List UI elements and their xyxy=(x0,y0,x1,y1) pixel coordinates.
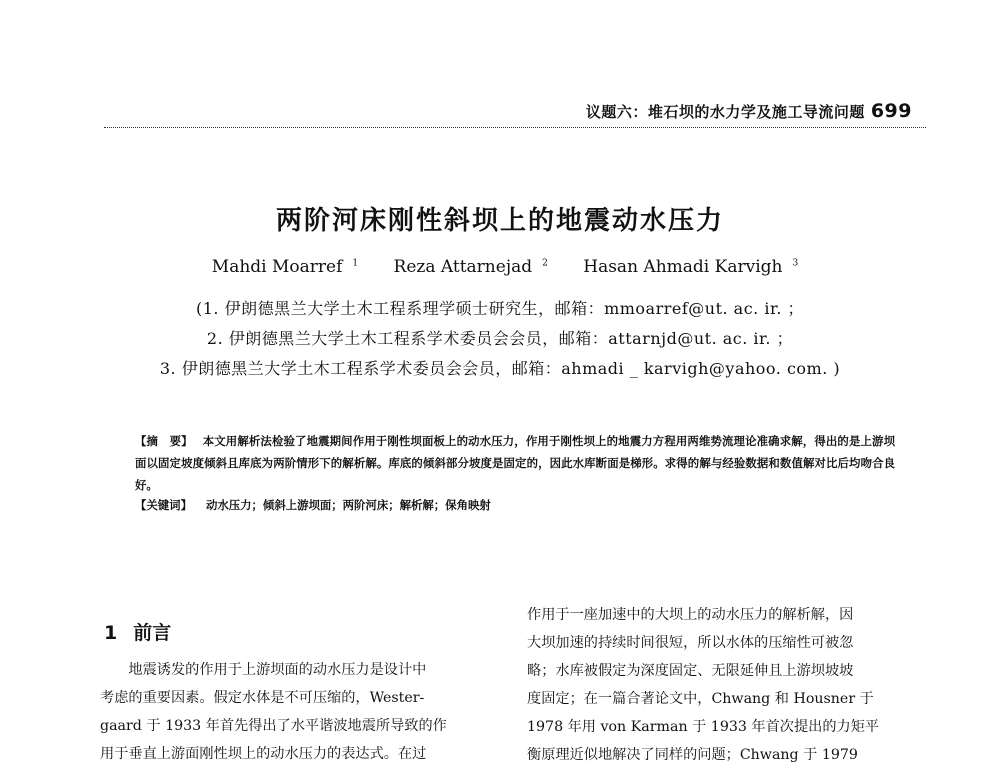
text-line: 地震诱发的作用于上游坝面的动水压力是设计中 xyxy=(100,662,427,678)
paper-title: 两阶河床刚性斜坝上的地震动水压力 xyxy=(275,206,724,236)
keywords xyxy=(135,497,895,513)
author-list xyxy=(0,257,1000,277)
left-column xyxy=(100,656,492,768)
affiliation-2: 2. 伊朗德黑兰大学土木工程系学术委员会会员，邮箱：attarnjd@ut. ac. ir. ； xyxy=(206,329,794,348)
author: Mahdi Moarref $^1$ xyxy=(211,257,359,277)
affiliation-1: (1. 伊朗德黑兰大学土木工程系理学硕士研究生，邮箱：mmoarref@ut. ac. ir. ； xyxy=(195,299,805,318)
text-line: 用于垂直上游面刚性坝上的动水压力的表达式。在过 xyxy=(100,746,427,762)
author: Reza Attarnejad $^2$ xyxy=(393,257,548,277)
abstract xyxy=(135,430,895,496)
keywords-text: 动水压力；倾斜上游坝面；两阶河床；解析解；保角映射 xyxy=(205,498,491,512)
text-line: 考虑的重要因素。假定水体是不可压缩的，Wester- xyxy=(100,690,425,706)
abstract-label: 【摘 要】 xyxy=(135,434,193,448)
section-number: 1 xyxy=(104,622,118,644)
running-header xyxy=(0,100,912,122)
right-column xyxy=(527,601,927,769)
affiliation-3: 3. 伊朗德黑兰大学土木工程系学术委员会会员，邮箱：ahmadi _ karvigh@yahoo. com. ) xyxy=(159,359,841,378)
header-rule xyxy=(104,127,926,128)
author: Hasan Ahmadi Karvigh $^3$ xyxy=(583,257,799,277)
text-line: 度固定；在一篇合著论文中，Chwang 和 Housner 于 xyxy=(527,691,874,707)
abstract-text: 本文用解析法检验了地震期间作用于刚性坝面板上的动水压力，作用于刚性坝上的地震力方程用两维势流理论准确求解，得出的是上游坝面以固定坡度倾斜且库底为两阶情形下的解析解。库底的倾斜部分坡度是固定的，因此水库断面是梯形。求得的解与经验数据和数值解对比后均吻合良好。 xyxy=(135,434,895,492)
keywords-label: 【关键词】 xyxy=(135,498,192,512)
section-heading xyxy=(104,618,171,645)
text-line: 1978 年用 von Karman 于 1933 年首次提出的力矩平 xyxy=(527,719,880,735)
text-line: gaard 于 1933 年首先得出了水平谐波地震所导致的作 xyxy=(100,718,447,734)
text-line: 略；水库被假定为深度固定、无限延伸且上游坝坡坡 xyxy=(527,663,854,679)
text-line: 衡原理近似地解决了同样的问题；Chwang 于 1979 xyxy=(527,747,858,763)
header-text: 议题六：堆石坝的水力学及施工导流问题 xyxy=(585,103,865,121)
text-line: 大坝加速的持续时间很短，所以水体的压缩性可被忽 xyxy=(527,635,854,651)
text-line: 作用于一座加速中的大坝上的动水压力的解析解，因 xyxy=(527,607,854,623)
section-title: 前言 xyxy=(133,622,172,644)
page-number: 699 xyxy=(870,100,912,122)
